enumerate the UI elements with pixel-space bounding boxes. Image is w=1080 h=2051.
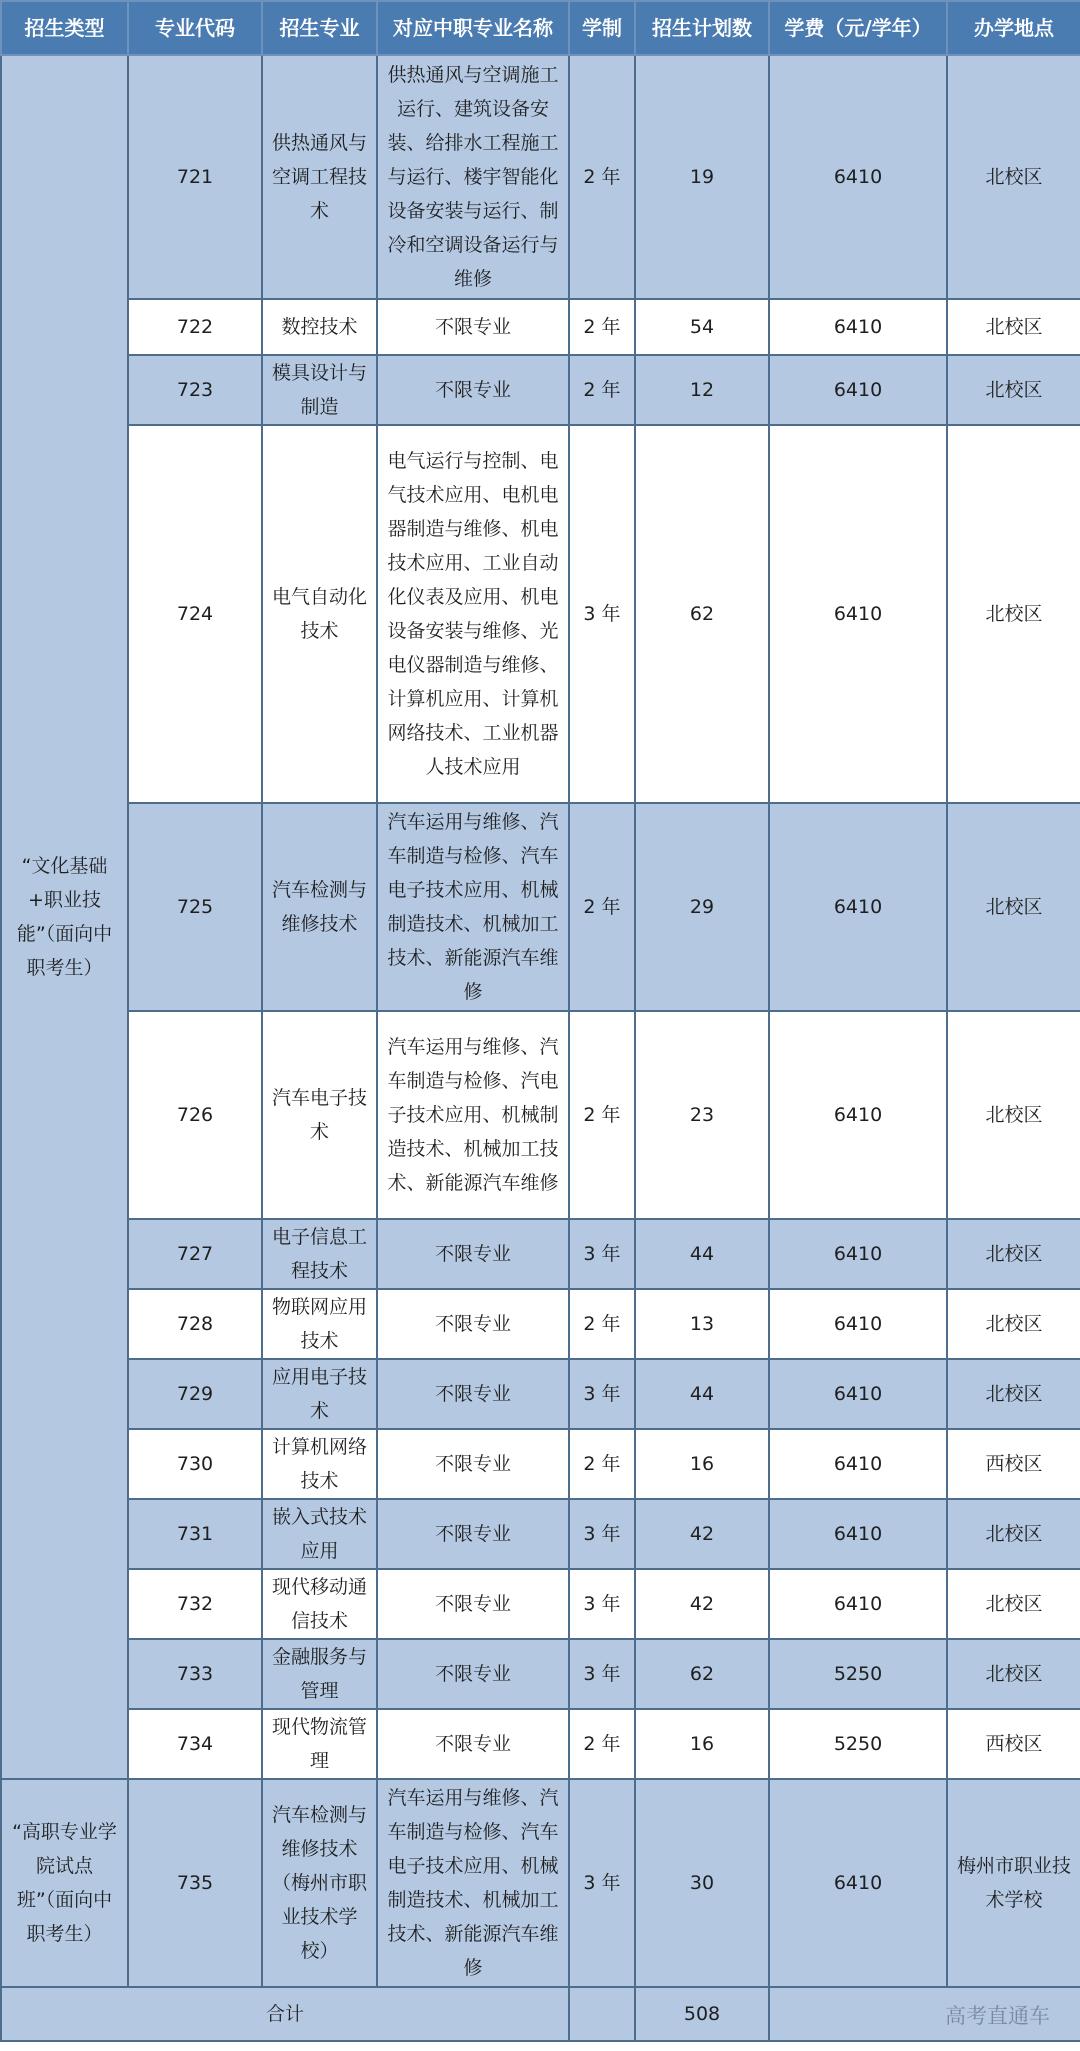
- major-name-cell: 计算机网络技术: [262, 1429, 377, 1499]
- campus-location-cell: 北校区: [947, 299, 1080, 355]
- plan-count-cell: 30: [635, 1779, 769, 1987]
- table-row: [1, 1429, 1080, 1499]
- campus-location-cell: 北校区: [947, 1499, 1080, 1569]
- total-plan-count: 508: [635, 1987, 769, 2041]
- table-row: [1, 803, 1080, 1011]
- table-row: [1, 1709, 1080, 1779]
- secondary-majors-cell: 不限专业: [377, 1359, 569, 1429]
- header-location: 办学地点: [947, 1, 1080, 55]
- secondary-majors-cell: 不限专业: [377, 1639, 569, 1709]
- table-row: [1, 1639, 1080, 1709]
- header-enroll-type: 招生类型: [1, 1, 128, 55]
- major-code-cell: 731: [128, 1499, 262, 1569]
- table-row: [1, 1499, 1080, 1569]
- plan-count-cell: 23: [635, 1011, 769, 1219]
- major-code-cell: 729: [128, 1359, 262, 1429]
- campus-location-cell: 北校区: [947, 355, 1080, 425]
- campus-location-cell: 梅州市职业技术学校: [947, 1779, 1080, 1987]
- plan-count-cell: 42: [635, 1569, 769, 1639]
- campus-location-cell: 北校区: [947, 1569, 1080, 1639]
- campus-location-cell: 北校区: [947, 1011, 1080, 1219]
- major-code-cell: 732: [128, 1569, 262, 1639]
- plan-count-cell: 19: [635, 55, 769, 299]
- table-row: [1, 1289, 1080, 1359]
- major-code-cell: 724: [128, 425, 262, 803]
- major-name-cell: 电子信息工程技术: [262, 1219, 377, 1289]
- tuition-fee-cell: 5250: [769, 1709, 947, 1779]
- duration-cell: 2 年: [569, 1429, 635, 1499]
- header-major-code: 专业代码: [128, 1, 262, 55]
- major-code-cell: 725: [128, 803, 262, 1011]
- major-name-cell: 金融服务与管理: [262, 1639, 377, 1709]
- major-name-cell: 现代物流管理: [262, 1709, 377, 1779]
- duration-cell: 3 年: [569, 1779, 635, 1987]
- plan-count-cell: 29: [635, 803, 769, 1011]
- major-code-cell: 726: [128, 1011, 262, 1219]
- duration-cell: 2 年: [569, 1011, 635, 1219]
- header-plan-count: 招生计划数: [635, 1, 769, 55]
- enroll-type-cell: “高职专业学院试点班”（面向中职考生）: [1, 1779, 128, 1987]
- watermark-text: 高考直通车: [945, 2004, 1050, 2028]
- tuition-fee-cell: 6410: [769, 1429, 947, 1499]
- major-code-cell: 727: [128, 1219, 262, 1289]
- major-name-cell: 供热通风与空调工程技术: [262, 55, 377, 299]
- campus-location-cell: 北校区: [947, 1219, 1080, 1289]
- campus-location-cell: 西校区: [947, 1429, 1080, 1499]
- table-body: [1, 55, 1080, 2041]
- table-row: [1, 1779, 1080, 1987]
- plan-count-cell: 42: [635, 1499, 769, 1569]
- duration-cell: 2 年: [569, 1289, 635, 1359]
- table-row: [1, 1569, 1080, 1639]
- tuition-fee-cell: 6410: [769, 1219, 947, 1289]
- plan-count-cell: 16: [635, 1429, 769, 1499]
- total-row: [1, 1987, 1080, 2041]
- header-major: 招生专业: [262, 1, 377, 55]
- duration-cell: 3 年: [569, 1639, 635, 1709]
- major-code-cell: 723: [128, 355, 262, 425]
- secondary-majors-cell: 不限专业: [377, 1219, 569, 1289]
- secondary-majors-cell: 不限专业: [377, 1709, 569, 1779]
- campus-location-cell: 北校区: [947, 1359, 1080, 1429]
- campus-location-cell: 北校区: [947, 425, 1080, 803]
- campus-location-cell: 北校区: [947, 803, 1080, 1011]
- major-code-cell: 730: [128, 1429, 262, 1499]
- header-secondary-major: 对应中职专业名称: [377, 1, 569, 55]
- plan-count-cell: 44: [635, 1219, 769, 1289]
- tuition-fee-cell: 6410: [769, 1779, 947, 1987]
- header-tuition: 学费（元/学年）: [769, 1, 947, 55]
- major-name-cell: 电气自动化技术: [262, 425, 377, 803]
- major-name-cell: 现代移动通信技术: [262, 1569, 377, 1639]
- plan-count-cell: 12: [635, 355, 769, 425]
- plan-count-cell: 13: [635, 1289, 769, 1359]
- major-name-cell: 数控技术: [262, 299, 377, 355]
- duration-cell: 2 年: [569, 1709, 635, 1779]
- tuition-fee-cell: 6410: [769, 425, 947, 803]
- major-code-cell: 728: [128, 1289, 262, 1359]
- table-row: [1, 55, 1080, 299]
- tuition-fee-cell: 6410: [769, 55, 947, 299]
- major-code-cell: 734: [128, 1709, 262, 1779]
- major-name-cell: 汽车检测与维修技术: [262, 803, 377, 1011]
- major-name-cell: 应用电子技术: [262, 1359, 377, 1429]
- major-code-cell: 721: [128, 55, 262, 299]
- tuition-fee-cell: 6410: [769, 299, 947, 355]
- duration-cell: 3 年: [569, 1219, 635, 1289]
- duration-cell: 2 年: [569, 299, 635, 355]
- duration-cell: 2 年: [569, 55, 635, 299]
- major-name-cell: 嵌入式技术应用: [262, 1499, 377, 1569]
- campus-location-cell: 北校区: [947, 1289, 1080, 1359]
- tuition-fee-cell: 6410: [769, 803, 947, 1011]
- major-name-cell: 汽车电子技术: [262, 1011, 377, 1219]
- secondary-majors-cell: 电气运行与控制、电气技术应用、电机电器制造与维修、机电技术应用、工业自动化仪表及应用、机电设备安装与维修、光电仪器制造与维修、计算机应用、计算机网络技术、工业机器人技术应用: [377, 425, 569, 803]
- major-code-cell: 735: [128, 1779, 262, 1987]
- total-empty-cell: [569, 1987, 635, 2041]
- secondary-majors-cell: 不限专业: [377, 299, 569, 355]
- major-name-cell: 物联网应用技术: [262, 1289, 377, 1359]
- secondary-majors-cell: 不限专业: [377, 1429, 569, 1499]
- secondary-majors-cell: 汽车运用与维修、汽车制造与检修、汽车电子技术应用、机械制造技术、机械加工技术、新能源汽车维修: [377, 1779, 569, 1987]
- enroll-type-cell: “文化基础+职业技能”（面向中职考生）: [1, 55, 128, 1779]
- secondary-majors-cell: 不限专业: [377, 1569, 569, 1639]
- header-duration: 学制: [569, 1, 635, 55]
- secondary-majors-cell: 不限专业: [377, 1499, 569, 1569]
- duration-cell: 2 年: [569, 355, 635, 425]
- duration-cell: 3 年: [569, 1569, 635, 1639]
- secondary-majors-cell: 供热通风与空调施工运行、建筑设备安装、给排水工程施工与运行、楼宇智能化设备安装与运行、制冷和空调设备运行与维修: [377, 55, 569, 299]
- tuition-fee-cell: 6410: [769, 1499, 947, 1569]
- plan-count-cell: 44: [635, 1359, 769, 1429]
- tuition-fee-cell: 5250: [769, 1639, 947, 1709]
- duration-cell: 2 年: [569, 803, 635, 1011]
- campus-location-cell: 北校区: [947, 1639, 1080, 1709]
- secondary-majors-cell: 不限专业: [377, 355, 569, 425]
- total-label: 合计: [1, 1987, 569, 2041]
- table-row: [1, 1011, 1080, 1219]
- plan-count-cell: 62: [635, 1639, 769, 1709]
- duration-cell: 3 年: [569, 1499, 635, 1569]
- table-row: [1, 355, 1080, 425]
- plan-count-cell: 54: [635, 299, 769, 355]
- major-code-cell: 722: [128, 299, 262, 355]
- plan-count-cell: 16: [635, 1709, 769, 1779]
- major-code-cell: 733: [128, 1639, 262, 1709]
- duration-cell: 3 年: [569, 425, 635, 803]
- table-row: [1, 1219, 1080, 1289]
- secondary-majors-cell: 汽车运用与维修、汽车制造与检修、汽车电子技术应用、机械制造技术、机械加工技术、新能源汽车维修: [377, 803, 569, 1011]
- campus-location-cell: 北校区: [947, 55, 1080, 299]
- campus-location-cell: 西校区: [947, 1709, 1080, 1779]
- plan-count-cell: 62: [635, 425, 769, 803]
- tuition-fee-cell: 6410: [769, 355, 947, 425]
- tuition-fee-cell: 6410: [769, 1359, 947, 1429]
- tuition-fee-cell: 6410: [769, 1289, 947, 1359]
- table-header-row: [1, 1, 1080, 55]
- table-row: [1, 299, 1080, 355]
- tuition-fee-cell: 6410: [769, 1011, 947, 1219]
- table-row: [1, 425, 1080, 803]
- major-name-cell: 模具设计与制造: [262, 355, 377, 425]
- table-row: [1, 1359, 1080, 1429]
- duration-cell: 3 年: [569, 1359, 635, 1429]
- secondary-majors-cell: 不限专业: [377, 1289, 569, 1359]
- tuition-fee-cell: 6410: [769, 1569, 947, 1639]
- major-name-cell: 汽车检测与维修技术（梅州市职业技术学校）: [262, 1779, 377, 1987]
- secondary-majors-cell: 汽车运用与维修、汽车制造与检修、汽电子技术应用、机械制造技术、机械加工技术、新能源汽车维修: [377, 1011, 569, 1219]
